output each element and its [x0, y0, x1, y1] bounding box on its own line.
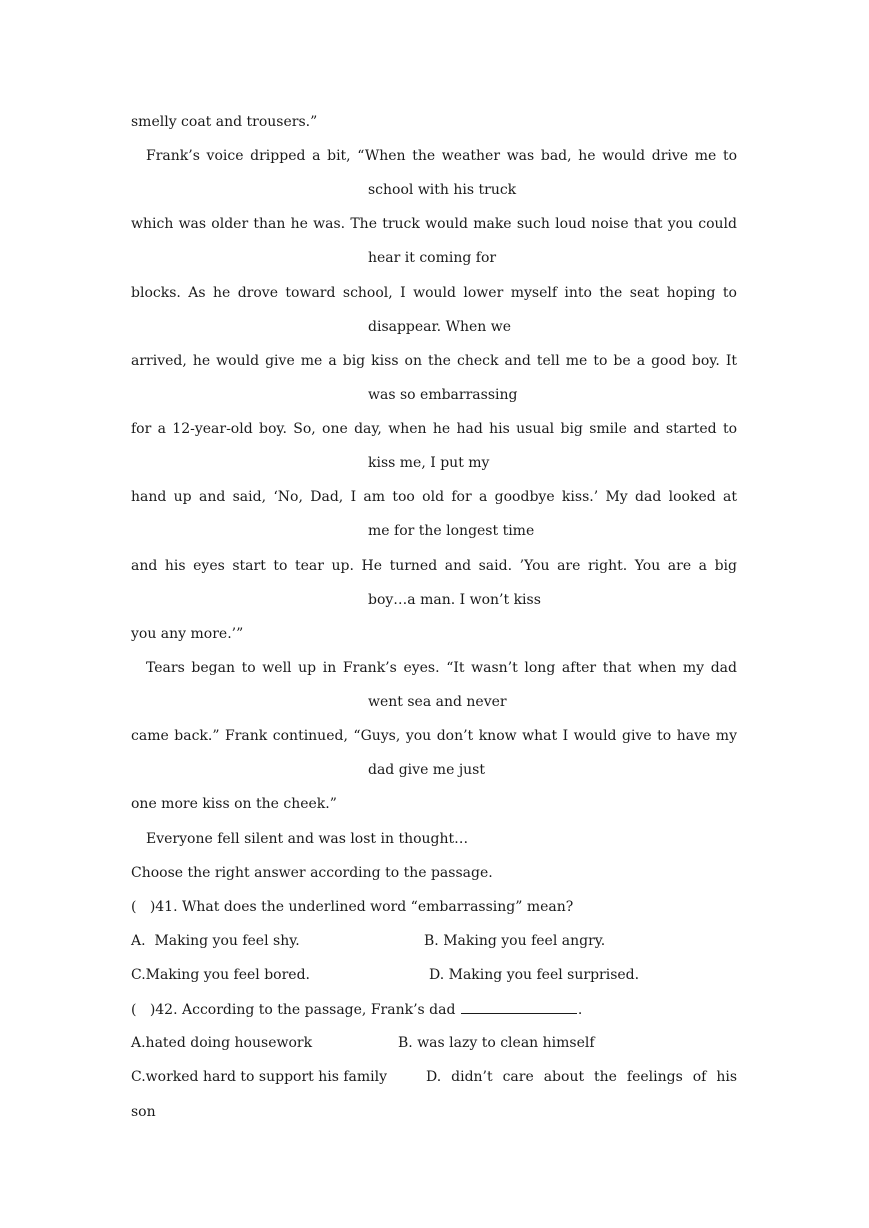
passage-line: which was older than he was. The truck would make such loud noise that you could [131, 216, 737, 232]
passage-line: hear it coming for [368, 250, 497, 266]
question-stem-end: . [577, 1002, 583, 1018]
passage-line: and his eyes start to tear up. He turned and said. ’You are right. You are a big [131, 558, 737, 574]
passage-line: you any more.’” [131, 626, 244, 642]
option-a: A.hated doing housework [131, 1035, 313, 1051]
option-a: A. Making you feel shy. [131, 933, 300, 949]
passage-line: boy…a man. I won’t kiss [368, 592, 541, 608]
passage-line: kiss me, I put my [368, 455, 490, 471]
passage-line: hand up and said, ‘No, Dad, I am too old for a goodbye kiss.’ My dad looked at [131, 489, 737, 505]
passage-line: dad give me just [368, 762, 485, 778]
passage-line: one more kiss on the cheek.” [131, 796, 337, 812]
passage-line: Tears began to well up in Frank’s eyes. “It wasn’t long after that when my dad [146, 660, 737, 676]
passage-line: Everyone fell silent and was lost in thought… [146, 831, 469, 847]
passage-line: school with his truck [368, 182, 517, 198]
answer-blank [461, 999, 577, 1014]
option-d-continued: son [131, 1104, 156, 1120]
passage-line: blocks. As he drove toward school, I would lower myself into the seat hoping to [131, 285, 737, 301]
passage-line: came back.” Frank continued, “Guys, you don’t know what I would give to have my [131, 728, 737, 744]
passage-line: for a 12-year-old boy. So, one day, when he had his usual big smile and started to [131, 421, 737, 437]
option-b: B. was lazy to clean himself [398, 1035, 595, 1051]
option-c: C.worked hard to support his family [131, 1069, 388, 1085]
question-stem [131, 999, 582, 1020]
passage-line: Frank’s voice dripped a bit, “When the weather was bad, he would drive me to [146, 148, 737, 164]
passage-line: disappear. When we [368, 319, 512, 335]
instructions: Choose the right answer according to the passage. [131, 865, 493, 881]
option-c: C.Making you feel bored. [131, 967, 310, 983]
option-d: D. didn’t care about the feelings of his [426, 1069, 737, 1085]
passage-line: went sea and never [368, 694, 507, 710]
passage-line: smelly coat and trousers.” [131, 114, 318, 130]
passage-line: me for the longest time [368, 523, 535, 539]
passage-line: was so embarrassing [368, 387, 518, 403]
passage-line: arrived, he would give me a big kiss on the check and tell me to be a good boy. It [131, 353, 737, 369]
question-stem: ( )41. What does the underlined word “embarrassing” mean? [131, 899, 574, 915]
option-d: D. Making you feel surprised. [429, 967, 640, 983]
question-stem-text: ( )42. According to the passage, Frank’s dad [131, 1002, 456, 1018]
option-b: B. Making you feel angry. [424, 933, 606, 949]
